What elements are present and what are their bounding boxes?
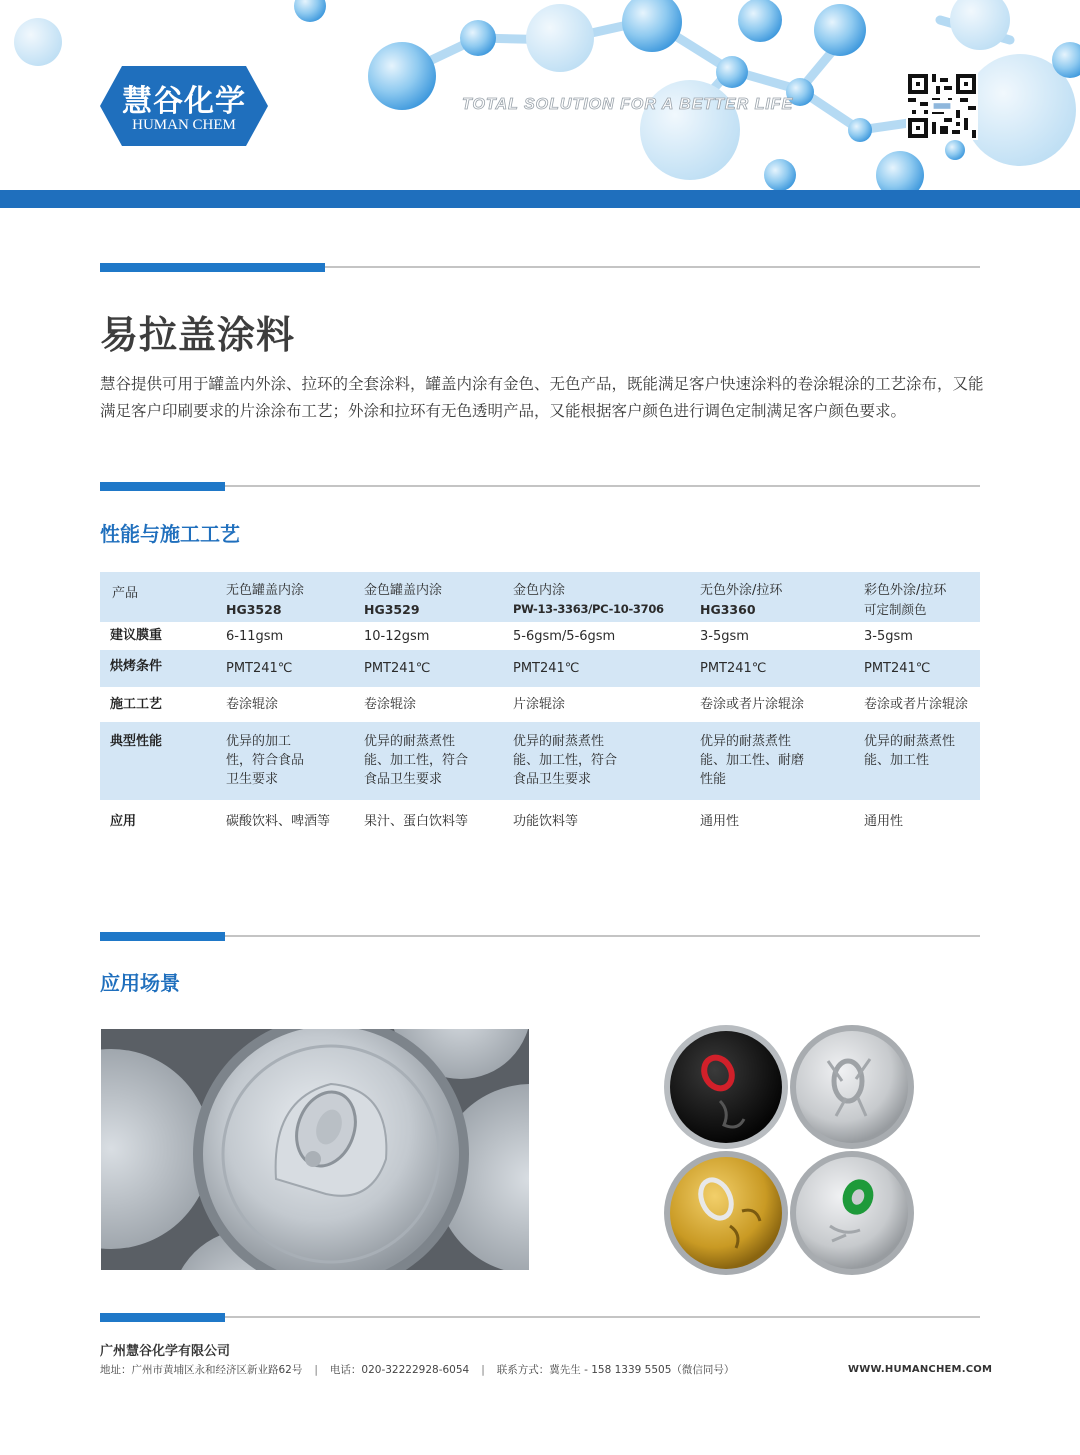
section-divider-application [100, 932, 980, 941]
table-cell: 10-12gsm [364, 629, 430, 644]
table-cell: 5-6gsm/5-6gsm [513, 629, 616, 644]
qr-code-icon[interactable] [906, 72, 978, 140]
cell-line: 食品卫生要求 [364, 772, 443, 787]
product-code: HG3360 [700, 602, 756, 617]
address: 地址：广州市黄埔区永和经济区新业路62号 [100, 1364, 303, 1376]
product-code: HG3528 [226, 602, 282, 617]
table-cell: 碳酸饮料、啤酒等 [226, 814, 331, 829]
contact-person: 联系方式：冀先生 - 158 1339 5505（微信同号） [496, 1364, 735, 1376]
header-product [226, 581, 304, 619]
header-product [864, 581, 946, 619]
table-cell: 通用性 [700, 814, 740, 829]
table-cell: 3-5gsm [864, 629, 913, 644]
header-label: 产品 [112, 586, 139, 601]
cell-line: 能、加工性、耐磨 [700, 753, 805, 768]
table-cell: 卷涂辊涂 [226, 697, 279, 712]
row-label: 应用 [110, 814, 137, 829]
table-cell: 通用性 [864, 814, 904, 829]
table-row [100, 650, 980, 687]
cell-line: 卫生要求 [226, 772, 279, 787]
cell-line: 性，符合食品 [226, 753, 305, 768]
cell-line: 优异的耐蒸煮性 [864, 734, 956, 749]
table-cell: PMT241℃ [226, 661, 293, 676]
phone: 电话：020-32222928-6054 [329, 1364, 470, 1376]
cans-top-photo [101, 1029, 529, 1270]
cell-line: 优异的加工 [226, 734, 292, 749]
cell-line: 能、加工性，符合 [513, 753, 618, 768]
header-product [700, 581, 782, 619]
page-title: 易拉盖涂料 [100, 313, 296, 357]
product-code: PW-13-3363/PC-10-3706 [513, 602, 664, 616]
logo-chinese-name: 慧谷化学 [122, 84, 246, 119]
table-cell [700, 732, 804, 789]
company-name: 广州慧谷化学有限公司 [100, 1344, 231, 1359]
table-cell: 果汁、蛋白饮料等 [364, 814, 469, 829]
row-label: 建议膜重 [110, 628, 163, 643]
cell-line: 能、加工性 [864, 753, 930, 768]
intro-paragraph: 慧谷提供可用于罐盖内外涂、拉环的全套涂料，罐盖内涂有金色、无色产品，既能满足客户快速涂料的卷涂辊涂的工艺涂布，又能满足客户印刷要求的片涂涂布工艺；外涂和拉环有无色透明产品，又能根据客户颜色进行调色定制满足客户颜色要求。 [100, 375, 984, 420]
table-header-row [100, 572, 980, 622]
can-lids-photo [660, 1021, 920, 1281]
table-cell: 卷涂或者片涂辊涂 [700, 697, 805, 712]
table-cell: PMT241℃ [700, 661, 767, 676]
table-cell: 片涂辊涂 [513, 697, 566, 712]
slogan: TOTAL SOLUTION FOR A BETTER LIFE [462, 96, 794, 113]
table-cell: 卷涂辊涂 [364, 697, 417, 712]
product-code: HG3529 [364, 602, 420, 617]
section-divider-title [100, 263, 980, 272]
section-heading-performance: 性能与施工工艺 [100, 522, 240, 546]
header-product [364, 581, 442, 619]
footer-divider [100, 1313, 980, 1322]
cell-line: 性能 [700, 772, 727, 787]
table-row [100, 622, 980, 650]
product-name: 无色外涂/拉环 [700, 583, 783, 598]
contact-line: 地址：广州市黄埔区永和经济区新业路62号 | 电话：020-32222928-6054 | 联系方式：冀先生 - 158 1339 5505（微信同号） [100, 1364, 735, 1376]
table-cell [864, 732, 955, 770]
section-divider-performance [100, 482, 980, 491]
table-cell [364, 732, 468, 789]
table-cell: PMT241℃ [364, 661, 431, 676]
cell-line: 优异的耐蒸煮性 [700, 734, 792, 749]
row-label: 施工工艺 [110, 697, 163, 712]
cell-line: 食品卫生要求 [513, 772, 592, 787]
table-cell: 卷涂或者片涂辊涂 [864, 697, 969, 712]
table-row [100, 722, 980, 800]
header-product [513, 581, 664, 619]
table-row [100, 800, 980, 840]
header-band [0, 190, 1080, 208]
table-cell [513, 732, 617, 789]
table-cell [226, 732, 304, 789]
product-code: 可定制颜色 [864, 602, 927, 617]
table-cell: PMT241℃ [864, 661, 931, 676]
logo-english-name: HUMAN CHEM [132, 117, 236, 133]
cell-line: 优异的耐蒸煮性 [364, 734, 456, 749]
cell-line: 能、加工性，符合 [364, 753, 469, 768]
table-cell: PMT241℃ [513, 661, 580, 676]
product-name: 金色内涂 [513, 583, 566, 598]
cell-line: 优异的耐蒸煮性 [513, 734, 605, 749]
row-label: 典型性能 [110, 734, 163, 749]
table-cell: 功能饮料等 [513, 814, 579, 829]
product-name: 彩色外涂/拉环 [864, 583, 947, 598]
product-name: 无色罐盖内涂 [226, 583, 305, 598]
company-logo [100, 66, 268, 146]
section-heading-application: 应用场景 [100, 971, 180, 995]
table-cell: 6-11gsm [226, 629, 284, 644]
website-link[interactable]: WWW.HUMANCHEM.COM [848, 1364, 993, 1375]
page-header [0, 0, 1080, 208]
table-row [100, 687, 980, 722]
product-name: 金色罐盖内涂 [364, 583, 443, 598]
row-label: 烘烤条件 [110, 659, 163, 674]
table-cell: 3-5gsm [700, 629, 749, 644]
